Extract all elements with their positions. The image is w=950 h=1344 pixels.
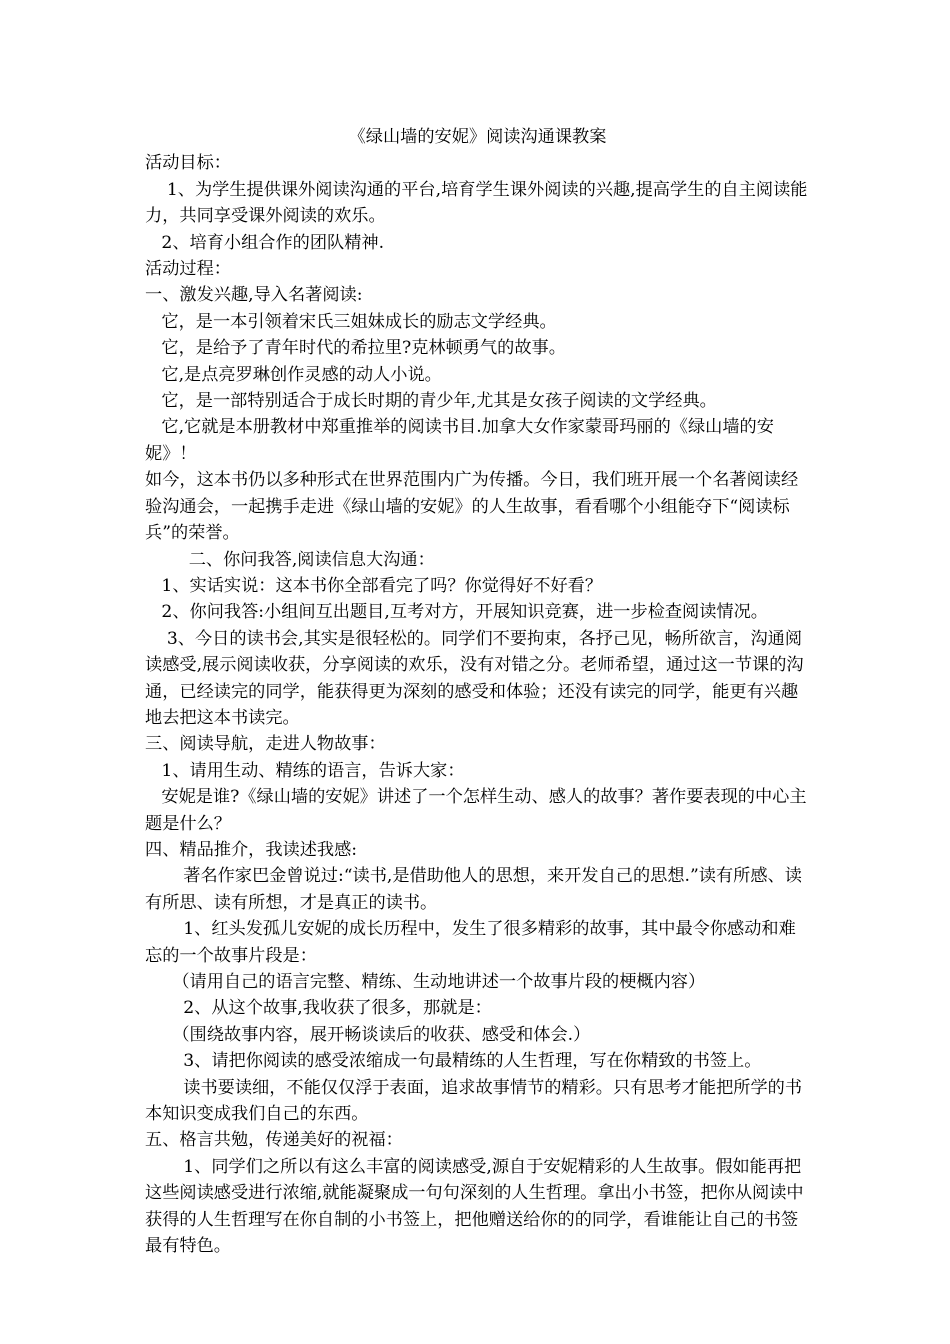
paragraph: 它,是点亮罗琳创作灵感的动人小说。 bbox=[145, 364, 442, 385]
paragraph: 五、格言共勉，传递美好的祝福： bbox=[145, 1130, 403, 1151]
paragraph: 2、培育小组合作的团队精神. bbox=[145, 232, 385, 253]
paragraph: 3、请把你阅读的感受浓缩成一句最精练的人生哲理，写在你精致的书签上。 bbox=[145, 1051, 762, 1072]
document-title: 《绿山墙的安妮》阅读沟通课教案 bbox=[348, 127, 607, 147]
paragraph: 1、实话实说：这本书你全部看完了吗？你觉得好不好看？ bbox=[145, 575, 603, 596]
paragraph: 3、今日的读书会,其实是很轻松的。同学们不要拘束，各抒己见，畅所欲言，沟通阅读感受,展示阅读收获，分享阅读的欢乐，没有对错之分。老师希望，通过这一节课的沟通，已经读完的同学，能获得更为深刻的感受和体验；还没有读完的同学，能更有兴趣地去把这本书读完。 bbox=[145, 628, 804, 728]
paragraph: 它，是一部特别适合于成长时期的青少年,尤其是女孩子阅读的文学经典。 bbox=[145, 391, 717, 412]
paragraph: 1、红头发孤儿安妮的成长历程中，发生了很多精彩的故事，其中最令你感动和难忘的一个故事片段是： bbox=[145, 919, 796, 966]
paragraph: 三、阅读导航，走进人物故事： bbox=[145, 734, 386, 755]
paragraph: 著名作家巴金曾说过:“读书,是借助他人的思想，来开发自己的思想.”读有所感、读有所思、读有所想，才是真正的读书。 bbox=[145, 866, 802, 913]
paragraph: （请用自己的语言完整、精练、生动地讲述一个故事片段的梗概内容） bbox=[145, 972, 706, 992]
paragraph: 1、请用生动、精练的语言，告诉大家： bbox=[145, 760, 465, 781]
paragraph: 它，是给予了青年时代的希拉里?克林顿勇气的故事。 bbox=[145, 338, 566, 359]
paragraph: 2、从这个故事,我收获了很多，那就是： bbox=[145, 998, 492, 1019]
paragraph: 活动过程： bbox=[145, 259, 231, 280]
paragraph: 安妮是谁?《绿山墙的安妮》讲述了一个怎样生动、感人的故事？著作要表现的中心主题是什么？ bbox=[145, 787, 807, 834]
paragraph: 四、精品推介，我读述我感: bbox=[145, 839, 358, 860]
paragraph: 1、同学们之所以有这么丰富的阅读感受,源自于安妮精彩的人生故事。假如能再把这些阅读感受进行浓缩,就能凝聚成一句句深刻的人生哲理。拿出小书签，把你从阅读中获得的人生哲理写在你自制的小书签上，把他赠送给你的的同学，看谁能让自己的书签最有特色。 bbox=[145, 1156, 804, 1257]
paragraph: 它,它就是本册教材中郑重推举的阅读书目.加拿大女作家蒙哥玛丽的《绿山墙的安妮》！ bbox=[145, 417, 774, 464]
paragraph: 1、为学生提供课外阅读沟通的平台,培育学生课外阅读的兴趣,提高学生的自主阅读能力，共同享受课外阅读的欢乐。 bbox=[145, 179, 808, 227]
paragraph: 一、激发兴趣,导入名著阅读: bbox=[145, 285, 363, 306]
paragraph: 二、你问我答,阅读信息大沟通： bbox=[145, 549, 435, 570]
paragraph: 读书要读细，不能仅仅浮于表面，追求故事情节的精彩。只有思考才能把所学的书本知识变成我们自己的东西。 bbox=[145, 1077, 803, 1125]
paragraph: 它，是一本引领着宋氏三姐妹成长的励志文学经典。 bbox=[145, 311, 557, 332]
paragraph: 活动目标： bbox=[145, 153, 231, 174]
paragraph: （围绕故事内容，展开畅谈读后的收获、感受和体会.） bbox=[145, 1024, 591, 1045]
paragraph: 2、你问我答:小组间互出题目,互考对方，开展知识竞赛，进一步检查阅读情况。 bbox=[145, 602, 768, 623]
paragraph: 如今，这本书仍以多种形式在世界范围内广为传播。今日，我们班开展一个名著阅读经验沟通会，一起携手走进《绿山墙的安妮》的人生故事，看看哪个小组能夺下“阅读标兵”的荣誉。 bbox=[145, 470, 799, 544]
document-page bbox=[145, 124, 810, 1259]
